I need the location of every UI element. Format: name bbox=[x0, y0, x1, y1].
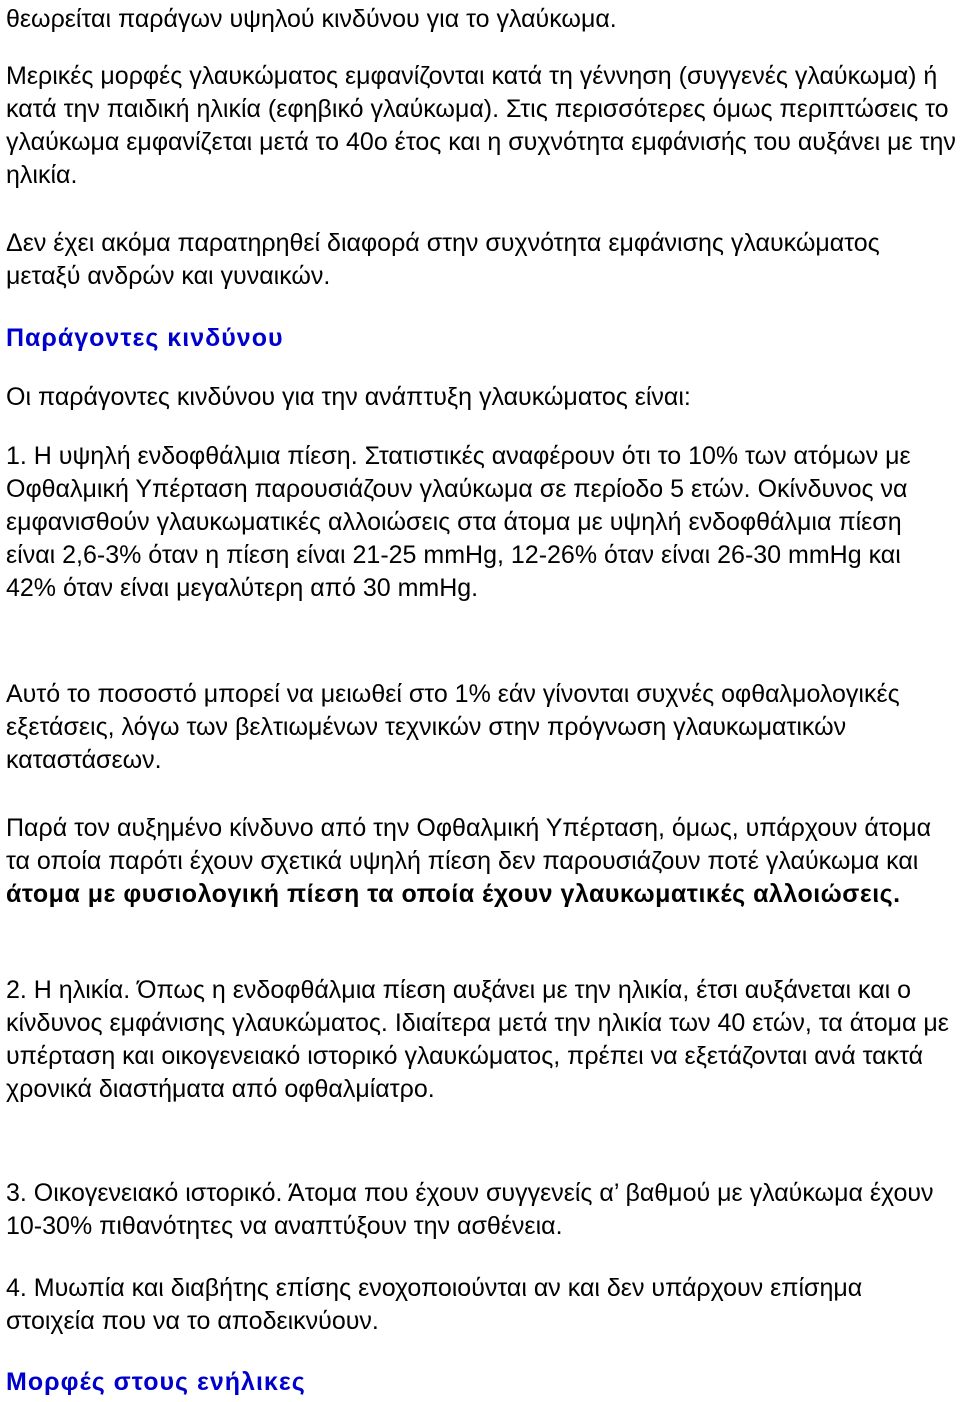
paragraph-risk-age: 2. Η ηλικία. Όπως η ενδοφθάλμια πίεση αυξάνει με την ηλικία, έτσι αυξάνεται και ο κίνδυνος εμφάνισης γλαυκώματος. Ιδιαίτερα μετά την ηλικία των 40 ετών, τα άτομα με υπέρταση και οικογενειακό ιστορικό γλαυκώματος, πρέπει να εξετάζονται ανά τακτά χρονικά διαστήματα από οφθαλμίατρο. bbox=[6, 976, 949, 1103]
paragraph-intro-continued: θεωρείται παράγων υψηλού κινδύνου για το γλαύκωμα. bbox=[6, 5, 617, 33]
section-heading-risk-factors: Παράγοντες κινδύνου bbox=[6, 324, 284, 352]
paragraph-hypertension bbox=[6, 812, 956, 911]
paragraph-percentage: Αυτό το ποσοστό μπορεί να μειωθεί στο 1% εάν γίνονται συχνές οφθαλμολογικές εξετάσεις, λόγω των βελτιωμένων τεχνικών στην πρόγνωση γλαυκωματικών καταστάσεων. bbox=[6, 680, 900, 774]
paragraph-hypertension-text: Παρά τον αυξημένο κίνδυνο από την Οφθαλμική Υπέρταση, όμως, υπάρχουν άτομα τα οποία παρότι έχουν σχετικά υψηλή πίεση δεν παρουσιάζουν ποτέ γλαύκωμα και bbox=[6, 814, 932, 875]
paragraph-gender: Δεν έχει ακόμα παρατηρηθεί διαφορά στην συχνότητα εμφάνισης γλαυκώματος μεταξύ ανδρών και γυναικών. bbox=[6, 229, 880, 290]
paragraph-risk-myopia: 4. Μυωπία και διαβήτης επίσης ενοχοποιούνται αν και δεν υπάρχουν επίσημα στοιχεία που να το αποδεικνύουν. bbox=[6, 1274, 863, 1335]
section-heading-adult-forms: Μορφές στους ενήλικες bbox=[6, 1368, 306, 1396]
paragraph-hypertension-bold: άτομα με φυσιολογική πίεση τα οποία έχουν γλαυκωματικές αλλοιώσεις. bbox=[6, 880, 901, 908]
paragraph-risk-pressure: 1. Η υψηλή ενδοφθάλμια πίεση. Στατιστικές αναφέρουν ότι το 10% των ατόμων με Οφθαλμική Υπέρταση παρουσιάζουν γλαύκωμα σε περίοδο 5 ετών. Οκίνδυνος να εμφανισθούν γλαυκωματικές αλλοιώσεις στα άτομα με υψηλή ενδοφθάλμια πίεση είναι 2,6-3% όταν η πίεση είναι 21-25 mmHg, 12-26% όταν είναι 26-30 mmHg και 42% όταν είναι μεγαλύτερη από 30 mmHg. bbox=[6, 442, 911, 602]
paragraph-risk-intro: Οι παράγοντες κινδύνου για την ανάπτυξη γλαυκώματος είναι: bbox=[6, 383, 691, 411]
paragraph-onset: Μερικές μορφές γλαυκώματος εμφανίζονται κατά τη γέννηση (συγγενές γλαύκωμα) ή κατά την παιδική ηλικία (εφηβικό γλαύκωμα). Στις περισσότερες όμως περιπτώσεις το γλαύκωμα εμφανίζεται μετά το 40ο έτος και η συχνότητα εμφάνισής του αυξάνει με την ηλικία. bbox=[6, 62, 956, 189]
paragraph-risk-family: 3. Οικογενειακό ιστορικό. Άτομα που έχουν συγγενείς α’ βαθμού με γλαύκωμα έχουν 10-30% πιθανότητες να αναπτύξουν την ασθένεια. bbox=[6, 1179, 934, 1240]
